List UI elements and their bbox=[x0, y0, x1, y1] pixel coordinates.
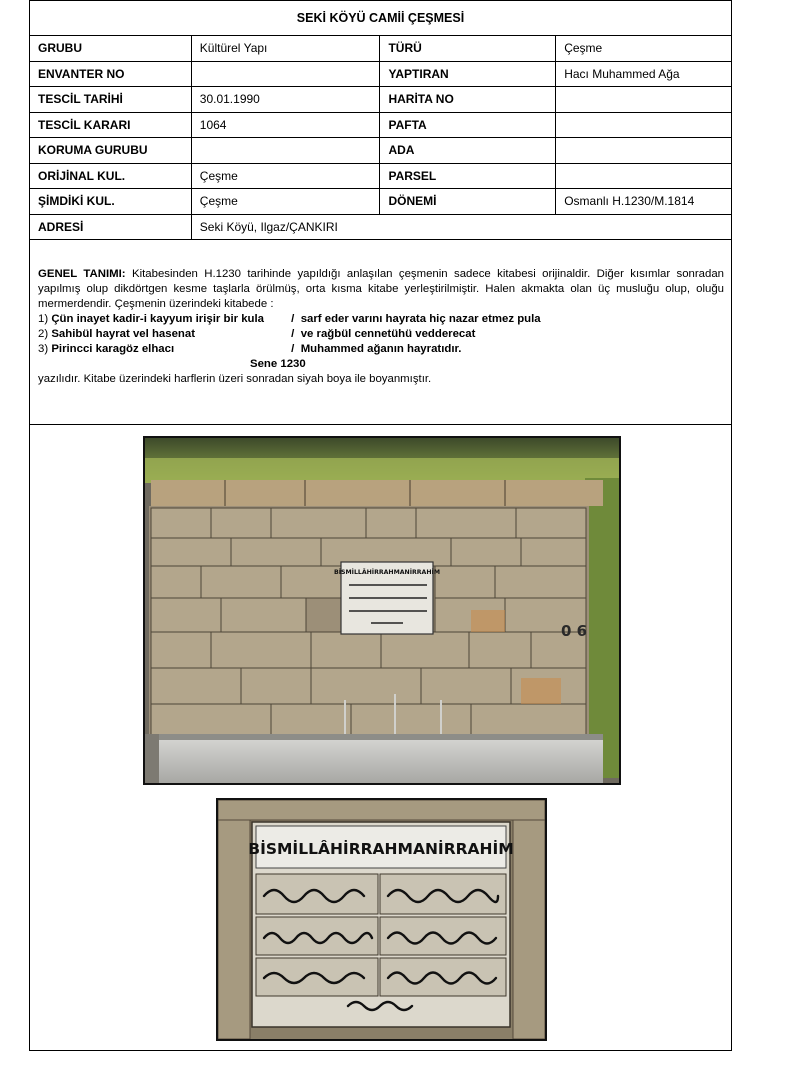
value-simdiki-kul: Çeşme bbox=[191, 189, 380, 215]
verse-right: ve rağbül cennetühü vedderecat bbox=[300, 328, 476, 340]
plaque-heading-large: BİSMİLLÂHİRRAHMANİRRAHİM bbox=[248, 840, 514, 858]
value-parsel bbox=[556, 163, 732, 189]
table-row bbox=[30, 87, 732, 113]
info-table bbox=[29, 0, 732, 240]
table-row bbox=[30, 112, 732, 138]
table-row bbox=[30, 163, 732, 189]
page-title: SEKİ KÖYÜ CAMİİ ÇEŞMESİ bbox=[30, 1, 732, 36]
value-donemi: Osmanlı H.1230/M.1814 bbox=[556, 189, 732, 215]
value-turu: Çeşme bbox=[556, 36, 732, 62]
verse-separator: / bbox=[291, 328, 295, 340]
value-ada bbox=[556, 138, 732, 164]
table-row bbox=[30, 189, 732, 215]
label-donemi: DÖNEMİ bbox=[380, 189, 556, 215]
plaque-heading-small: BİSMİLLÂHİRRAHMANİRRAHİM bbox=[334, 569, 440, 576]
verse-number: 1) bbox=[38, 313, 49, 325]
value-envanter-no bbox=[191, 61, 380, 87]
verse-separator: / bbox=[291, 313, 295, 325]
value-grubu: Kültürel Yapı bbox=[191, 36, 380, 62]
value-orijinal-kul: Çeşme bbox=[191, 163, 380, 189]
label-tescil-tarihi: TESCİL TARİHİ bbox=[30, 87, 192, 113]
description-block bbox=[38, 267, 724, 387]
description-intro bbox=[38, 267, 724, 312]
verse-line bbox=[38, 342, 724, 357]
verse-separator: / bbox=[291, 343, 295, 355]
label-yaptiran: YAPTIRAN bbox=[380, 61, 556, 87]
label-tescil-karari: TESCİL KARARI bbox=[30, 112, 192, 138]
verse-line bbox=[38, 327, 724, 342]
table-row bbox=[30, 138, 732, 164]
verse-number: 3) bbox=[38, 343, 49, 355]
verse-number: 2) bbox=[38, 328, 49, 340]
verse-left: Çün inayet kadir-i kayyum irişir bir kula bbox=[51, 313, 265, 325]
value-koruma-gurubu bbox=[191, 138, 380, 164]
label-grubu: GRUBU bbox=[30, 36, 192, 62]
inscription-date: Sene 1230 bbox=[250, 358, 306, 370]
fountain-photo bbox=[143, 436, 621, 785]
description-outro: yazılıdır. Kitabe üzerindeki harflerin üzeri sonradan siyah boya ile boyanmıştır. bbox=[38, 373, 432, 385]
value-tescil-tarihi: 30.01.1990 bbox=[191, 87, 380, 113]
label-ada: ADA bbox=[380, 138, 556, 164]
verse-left: Pirincci karagöz elhacı bbox=[51, 343, 175, 355]
description-intro-text: Kitabesinden H.1230 tarihinde yapıldığı anlaşılan çeşmenin sadece kitabesi orijinaldir. Diğer kısımlar sonradan yapılmış olup dikdörtgen kesme taşlarla örülmüş, orta kısma kitabe yerleştirilmiştir. Halen akmakta olan üç musluğu olup, oluğu mermerdendir. Çeşmenin üzerindeki kitabede : bbox=[38, 268, 725, 310]
value-tescil-karari: 1064 bbox=[191, 112, 380, 138]
value-yaptiran: Hacı Muhammed Ağa bbox=[556, 61, 732, 87]
verse-left: Sahibül hayrat vel hasenat bbox=[51, 328, 196, 340]
label-koruma-gurubu: KORUMA GURUBU bbox=[30, 138, 192, 164]
description-heading: GENEL TANIMI: bbox=[38, 268, 126, 280]
verse-right: Muhammed ağanın hayratıdır. bbox=[300, 343, 462, 355]
table-row bbox=[30, 214, 732, 240]
verse-right: sarf eder varını hayrata hiç nazar etmez pula bbox=[300, 313, 541, 325]
label-parsel: PARSEL bbox=[380, 163, 556, 189]
inventory-sheet bbox=[29, 0, 732, 1051]
label-adresi: ADRESİ bbox=[30, 214, 192, 240]
label-simdiki-kul: ŞİMDİKİ KUL. bbox=[30, 189, 192, 215]
label-turu: TÜRÜ bbox=[380, 36, 556, 62]
value-pafta bbox=[556, 112, 732, 138]
section-divider bbox=[30, 424, 731, 425]
value-harita-no bbox=[556, 87, 732, 113]
label-harita-no: HARİTA NO bbox=[380, 87, 556, 113]
label-pafta: PAFTA bbox=[380, 112, 556, 138]
table-row bbox=[30, 61, 732, 87]
label-orijinal-kul: ORİJİNAL KUL. bbox=[30, 163, 192, 189]
value-adresi: Seki Köyü, Ilgaz/ÇANKIRI bbox=[191, 214, 731, 240]
label-envanter-no: ENVANTER NO bbox=[30, 61, 192, 87]
verse-line bbox=[38, 312, 724, 327]
wall-marking: 0 6 bbox=[561, 622, 588, 640]
table-row bbox=[30, 36, 732, 62]
inscription-photo bbox=[216, 798, 547, 1041]
